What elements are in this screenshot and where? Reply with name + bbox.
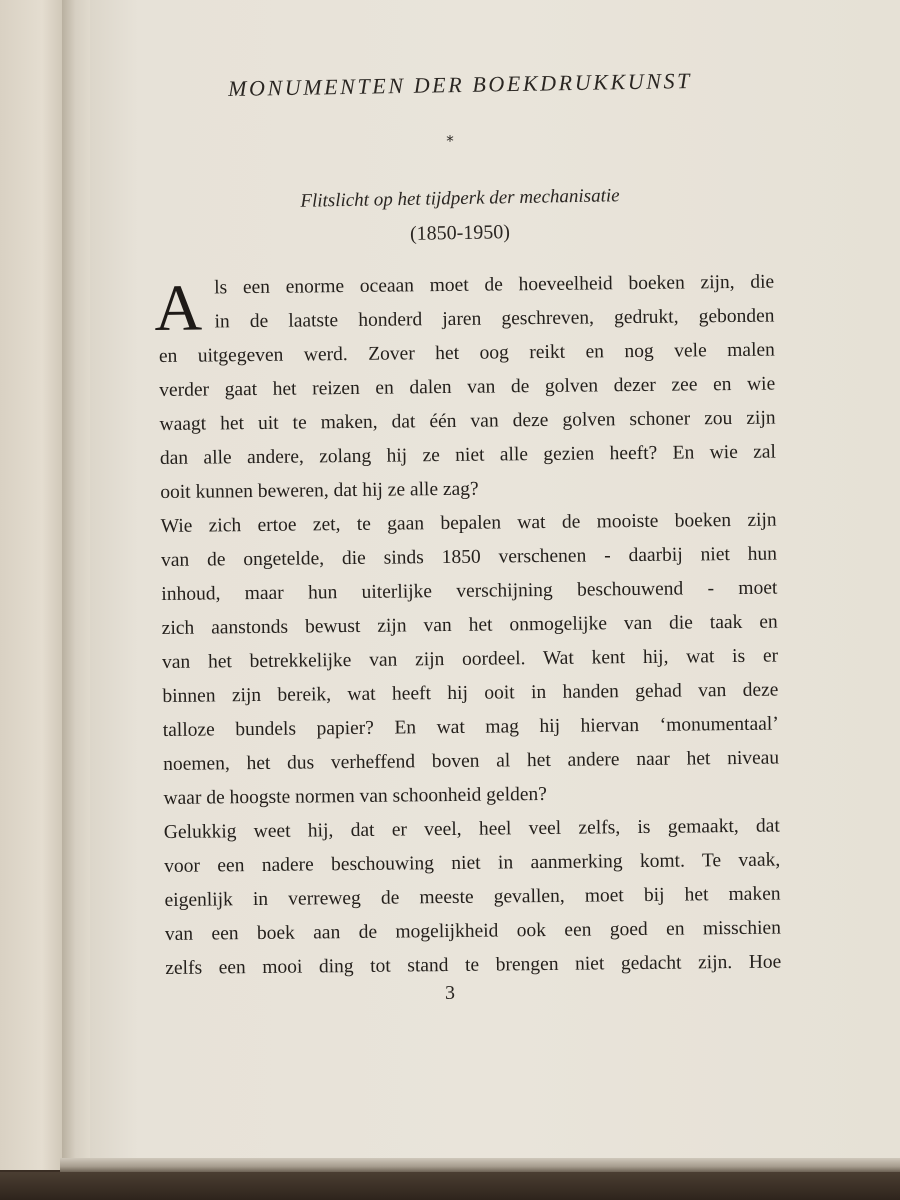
text-line: zich aanstonds bewust zijn van het onmogelijke van die taak en [161, 611, 778, 639]
text-line: noemen, het dus verheffend boven al het andere naar het niveau [163, 747, 780, 775]
text-line: verder gaat het reizen en dalen van de golven dezer zee en wie [159, 373, 776, 401]
table-surface [0, 1172, 900, 1200]
text-line: talloze bundels papier? En wat mag hij hiervan ‘monumentaal’ [162, 713, 779, 741]
text-line: zelfs een mooi ding tot stand te brengen niet gedacht zijn. Hoe [165, 951, 782, 979]
page-number: 3 [445, 982, 455, 1004]
drop-cap: A [154, 271, 203, 346]
text-line: waar de hoogste normen van schoonheid gelden? [163, 783, 547, 809]
text-line: binnen zijn bereik, wat heeft hij ooit in handen gehad van deze [162, 679, 779, 707]
text-line: Wie zich ertoe zet, te gaan bepalen wat de mooiste boeken zijn [160, 509, 777, 537]
text-line: ls een enorme oceaan moet de hoeveelheid boeken zijn, die [214, 271, 775, 299]
text-line: dan alle andere, zolang hij ze niet alle gezien heeft? En wie zal [159, 441, 777, 469]
chapter-subtitle: Flitslicht op het tijdperk der mechanisatie [300, 185, 620, 212]
text-line: Gelukkig weet hij, dat er veel, heel veel zelfs, is gemaakt, dat [163, 815, 780, 843]
facing-page-edge [0, 0, 70, 1170]
text-line: inhoud, maar hun uiterlijke verschijning beschouwend - moet [161, 577, 778, 605]
asterisk-ornament: * [446, 132, 454, 150]
text-line: voor een nadere beschouwing niet in aanmerking komt. Te vaak, [164, 849, 781, 877]
text-line: waagt het uit te maken, dat één van deze golven schoner zou zijn [159, 407, 776, 435]
body-text [154, 266, 782, 986]
text-line: ooit kunnen beweren, dat hij ze alle zag? [160, 478, 479, 503]
book-gutter [62, 0, 92, 1170]
running-head: MONUMENTEN DER BOEKDRUKKUNST [227, 67, 693, 102]
text-line: eigenlijk in verreweg de meeste gevallen, moet bij het maken [164, 883, 781, 911]
chapter-dates: (1850-1950) [409, 221, 511, 245]
text-line: van een boek aan de mogelijkheid ook een goed en misschien [164, 917, 782, 945]
page-bottom-edge [60, 1158, 900, 1172]
text-line: in de laatste honderd jaren geschreven, gedrukt, gebonden [214, 305, 775, 333]
text-line: en uitgegeven werd. Zover het oog reikt en nog vele malen [158, 339, 775, 367]
text-line: van het betrekkelijke van zijn oordeel. Wat kent hij, wat is er [161, 645, 779, 673]
text-line: van de ongetelde, die sinds 1850 verschenen - daarbij niet hun [160, 543, 778, 571]
